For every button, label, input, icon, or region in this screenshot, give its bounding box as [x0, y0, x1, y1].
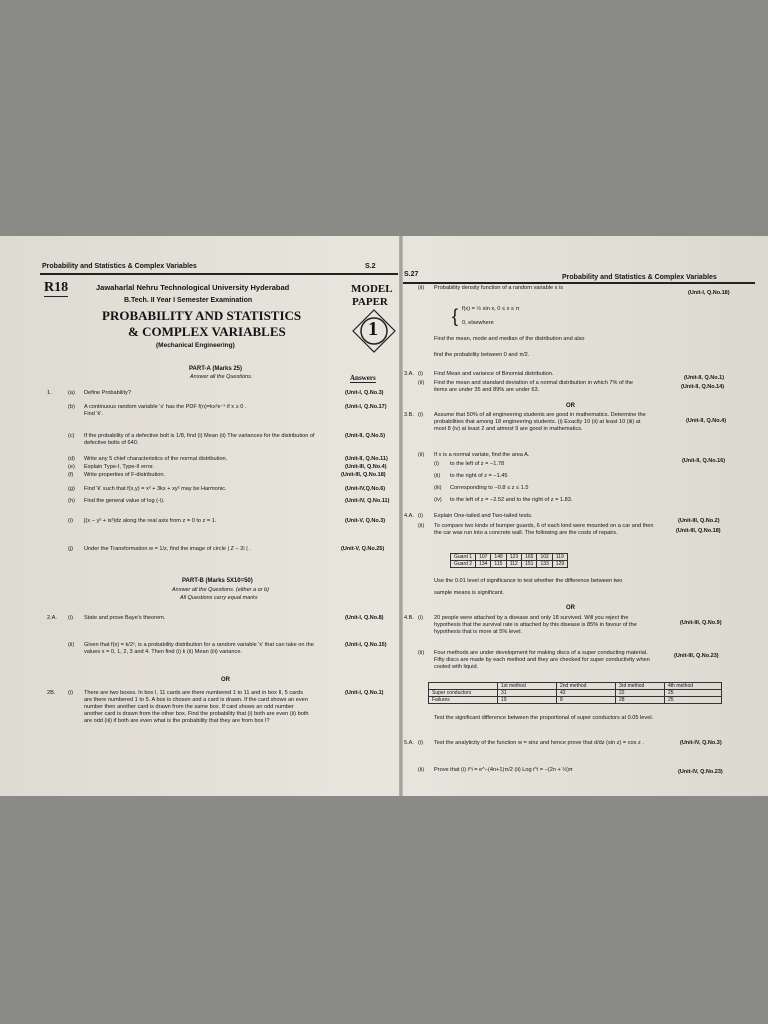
table-cell: 123	[506, 554, 521, 561]
table-cell: 22	[616, 690, 665, 697]
sub-label: (iv)	[434, 497, 442, 503]
q-label: (i)	[418, 740, 423, 746]
q-label: (i)	[418, 615, 423, 621]
q-ref: (Unit-III, Q.No.9)	[680, 620, 722, 626]
part-a-heading: PART-A (Marks 25)	[189, 366, 243, 372]
q-ref: (Unit-V, Q.No.25)	[341, 546, 385, 552]
table-cell: 115	[491, 561, 506, 568]
q-text: Define Probability?	[84, 390, 131, 396]
q-text: Write properties of F-distribution.	[84, 472, 166, 478]
table-row	[451, 554, 568, 561]
q-label: (d)	[68, 456, 75, 462]
header-rule	[403, 282, 755, 284]
q-text-cont: Test the significant difference between the proportional of super conductors at 0.05 level.	[434, 715, 654, 721]
paper-number: 1	[368, 318, 378, 340]
q-label: (i)	[68, 518, 73, 524]
q-text-cont: find the probability between 0 and π/2.	[434, 352, 530, 358]
table-cell: 42	[557, 690, 616, 697]
method-table	[428, 682, 722, 704]
q-text: Find Mean and variance of Binomial distribution.	[434, 371, 554, 377]
q-num: 2.A.	[47, 615, 57, 621]
q-ref: (Unit-IV, Q.No.3)	[680, 740, 722, 746]
table-cell: 19	[498, 697, 557, 704]
or-separator: OR	[221, 677, 230, 683]
q-ref: (Unit-III, Q.No.18)	[676, 528, 721, 534]
pdf-case-2: 0, elsewhere	[462, 320, 494, 326]
q-num: 5.A.	[404, 740, 414, 746]
q-ref: (Unit-III, Q.No.2)	[678, 518, 720, 524]
q-text: Explain Type-I, Type-II error.	[84, 464, 155, 470]
q-label: (h)	[68, 498, 75, 504]
q-num: 3.A.	[404, 371, 414, 377]
running-head: Probability and Statistics & Complex Variables	[42, 263, 197, 270]
part-b-marks-note: All Questions carry equal marks	[180, 595, 258, 601]
q-label: (i)	[418, 412, 423, 418]
q-text: A continuous random variable 'x' has the PDF f(n)=kx²e⁻ˣ if x ≥ 0 . Find 'k'.	[84, 404, 247, 417]
table-header: 4th method	[665, 683, 722, 690]
q-text: Prove that (i) i^i = e^−(4n+1)π/2 (ii) Log i^i = −(2n + ½)π	[434, 767, 573, 773]
q-text: Find the mean and standard deviation of a normal distribution in which 7% of the items are under 35 and 89% are under 63.	[434, 380, 634, 393]
q-ref: (Unit-II, Q.No.11)	[345, 456, 388, 462]
q-ref: (Unit-IV,Q.No.6)	[345, 486, 386, 492]
q-ref: (Unit-II, Q.No.1)	[684, 375, 725, 381]
q-label: (g)	[68, 486, 75, 492]
exam-name: B.Tech. II Year I Semester Examination	[124, 297, 253, 304]
q-text: Find 'k' such that f(x,y) = x³ + 3kx + xy² may be Harmonic.	[84, 486, 227, 492]
table-cell: 107	[476, 554, 491, 561]
q-ref: (Unit-IV, Q.No.23)	[678, 769, 723, 775]
q-ref: (Unit-I, Q.No.18)	[688, 290, 730, 296]
q-ref: (Unit-II, Q.No.5)	[345, 433, 386, 439]
q-text: ∫(x − y² + ix³)dz along the real axis from z = 0 to z = 1.	[84, 518, 217, 524]
table-header	[429, 683, 498, 690]
university-name: Jawaharlal Nehru Technological University Hyderabad	[96, 283, 290, 292]
q-text: 20 people were attached by a disease and only 18 survived. Will you reject the hypothesis that the survival rate is attached by this disease is 85% in favour of the hypothesis that is more at 5% level.	[434, 615, 637, 635]
q-text: Given that f(x) = k/2ˣ, is a probability distribution for a random variable 'x' that can take on the values x = 0, 1, 2, 3 and 4. Then find (i) k (ii) Mean (iii) variance.	[84, 642, 314, 655]
q-label: (i)	[418, 371, 423, 377]
sub-text: to the left of z = −2.52 and to the right of z = 1.83.	[450, 497, 573, 503]
sub-text: to the right of z = −1.45	[450, 473, 508, 479]
table-cell: 25	[665, 690, 722, 697]
sub-text: Corresponding to −0.8 ≤ z ≤ 1.5	[450, 485, 529, 491]
table-cell: 8	[557, 697, 616, 704]
q-text-cont: Find the mean, mode and median of the distribution and also	[434, 336, 585, 342]
part-b-heading: PART-B (Marks 5X10=50)	[182, 578, 253, 584]
q-ref: (Unit-II, Q.No.14)	[681, 384, 725, 390]
pdf-case-1: f(x) = ½ sin x, 0 ≤ x ≤ π	[462, 306, 520, 312]
guard-cost-table	[450, 553, 568, 568]
q-num: 1.	[47, 390, 52, 396]
table-row	[429, 697, 722, 704]
paper-label: PAPER	[352, 296, 388, 308]
table-row	[451, 561, 568, 568]
q-label: (i)	[418, 513, 423, 519]
table-cell: 25	[665, 697, 722, 704]
q-label: (ii)	[68, 642, 75, 648]
q-ref: (Unit-I, Q.No.3)	[345, 390, 384, 396]
q-text: Write any 5 chief characteristics of the normal distribution.	[84, 456, 228, 462]
q-text: Find the general value of log (-i).	[84, 498, 165, 504]
q-ref: (Unit-IV, Q.No.11)	[345, 498, 390, 504]
q-label: (e)	[68, 464, 75, 470]
brace-icon: {	[452, 306, 459, 326]
regulation-badge: R18	[44, 280, 69, 295]
table-cell: 119	[552, 554, 567, 561]
table-row	[429, 690, 722, 697]
or-separator: OR	[566, 605, 575, 611]
q-label: (ii)	[418, 650, 425, 656]
table-header: 1st method	[498, 683, 557, 690]
part-b-note: Answer all the Questions. (either a or b)	[172, 587, 269, 593]
table-header: 3rd method	[616, 683, 665, 690]
q-label: (b)	[68, 404, 75, 410]
q-ref: (Unit-V, Q.No.3)	[345, 518, 386, 524]
q-ref: (Unit-III, Q.No.23)	[674, 653, 719, 659]
q-ref: (Unit-II, Q.No.4)	[686, 418, 727, 424]
q-text: There are two boxes. In box I, 11 cards are there numbered 1 to 11 and in box II, 5 cards are there numbered 1 to 5. A box is chosen and a card is drawn. If the card shows an even number then another card is drawn from the same box. If card shows an odd number another card is drawn from the other box. Find the probability that (i) both are even (ii) both are odd (iii) if both are even what is the probability that they are from box I?	[84, 690, 309, 724]
answers-heading: Answers	[350, 374, 376, 382]
q-label: (f)	[68, 472, 74, 478]
q-text: To compare two kinds of bumper guards, 6 of each kind were mounted on a car and then the car was run into a concrete wall. The following are the costs of repairs.	[434, 523, 654, 536]
q-label: (i)	[68, 615, 73, 621]
q-text: Test the analyticity of the function w = sinz and hence prove that d/dz (sin z) = cos z .	[434, 740, 644, 746]
table-cell: 102	[537, 554, 552, 561]
q-ref: (Unit-I, Q.No.15)	[345, 642, 387, 648]
q-label: (j)	[68, 546, 73, 552]
q-ref: (Unit-I, Q.No.17)	[345, 404, 387, 410]
table-cell: 165	[522, 554, 537, 561]
sub-label: (ii)	[434, 473, 441, 479]
table-cell: 151	[522, 561, 537, 568]
q-label: (ii)	[418, 285, 425, 291]
table-cell: Guard 1	[451, 554, 476, 561]
page-gutter	[399, 236, 403, 796]
branch-name: (Mechanical Engineering)	[156, 342, 235, 349]
q-ref: (Unit-II, Q.No.16)	[682, 458, 726, 464]
table-cell: 112	[506, 561, 521, 568]
model-label: MODEL	[351, 283, 393, 295]
table-header-row	[429, 683, 722, 690]
q-num: 3.B.	[404, 412, 414, 418]
q-text: Explain One-tailed and Two-tailed tests.	[434, 513, 533, 519]
q-label: (ii)	[418, 523, 425, 529]
q-text-cont: Use the 0.01 level of significance to test whether the difference between two	[434, 578, 623, 584]
page-number: S.2	[365, 263, 376, 270]
sub-label: (iii)	[434, 485, 442, 491]
table-cell: 148	[491, 554, 506, 561]
table-cell: 28	[616, 697, 665, 704]
q-text: State and prove Baye's theorem.	[84, 615, 166, 621]
table-cell: Super conductors	[429, 690, 498, 697]
sub-label: (i)	[434, 461, 439, 467]
q-label: (a)	[68, 390, 75, 396]
q-text: Probability density function of a random variable x is	[434, 285, 564, 291]
table-header: 2nd method	[557, 683, 616, 690]
part-a-note: Answer all the Questions.	[190, 374, 253, 380]
table-cell: 129	[552, 561, 567, 568]
q-label: (c)	[68, 433, 75, 439]
q-label: (ii)	[418, 380, 425, 386]
table-cell: 31	[498, 690, 557, 697]
q-label: (ii)	[418, 767, 425, 773]
sub-text: to the left of z = −1.78	[450, 461, 505, 467]
paper-title-line2: & COMPLEX VARIABLES	[128, 324, 286, 339]
q-text-cont: sample means is significant.	[434, 590, 504, 596]
q-ref: (Unit-I, Q.No.8)	[345, 615, 384, 621]
table-cell: 133	[537, 561, 552, 568]
q-text: If the probability of a defective bolt is 1/8, find (i) Mean (ii) The variances for the distribution of defective bolts of 640.	[84, 433, 315, 446]
page-number: S.27	[404, 271, 419, 278]
or-separator: OR	[566, 403, 575, 409]
q-ref: (Unit-III, Q.No.4)	[345, 464, 387, 470]
table-cell: Failures	[429, 697, 498, 704]
q-num: 4.A.	[404, 513, 414, 519]
q-ref: (Unit-I, Q.No.1)	[345, 690, 384, 696]
header-rule	[40, 273, 398, 275]
table-cell: Guard 2	[451, 561, 476, 568]
table-cell: 134	[476, 561, 491, 568]
q-text: Under the Transformation w = 1/z, find the image of circle | Z − 2i | .	[84, 546, 251, 552]
q-label: (i)	[68, 690, 73, 696]
q-text: If x is a normal variate, find the area A.	[434, 452, 530, 458]
running-head: Probability and Statistics & Complex Variables	[562, 274, 717, 281]
q-num: 4.B.	[404, 615, 414, 621]
q-text: Four methods are under development for making discs of a super conducting material. Fifty discs are made by each method and they are checked for super conductivity when cooled with liquid.	[434, 650, 650, 670]
q-label: (ii)	[418, 452, 425, 458]
q-ref: (Unit-III, Q.No.18)	[341, 472, 386, 478]
q-num: 2B.	[47, 690, 56, 696]
paper-title-line1: PROBABILITY AND STATISTICS	[102, 308, 302, 323]
q-text: Assume that 50% of all engineering students are good in mathematics. Determine the probabilities that among 18 engineering students. (i) Exactly 10 (ii) at least 10 (iii) at most 8 (iv) at least 2 and atmost 9 are good in mathematics.	[434, 412, 646, 432]
